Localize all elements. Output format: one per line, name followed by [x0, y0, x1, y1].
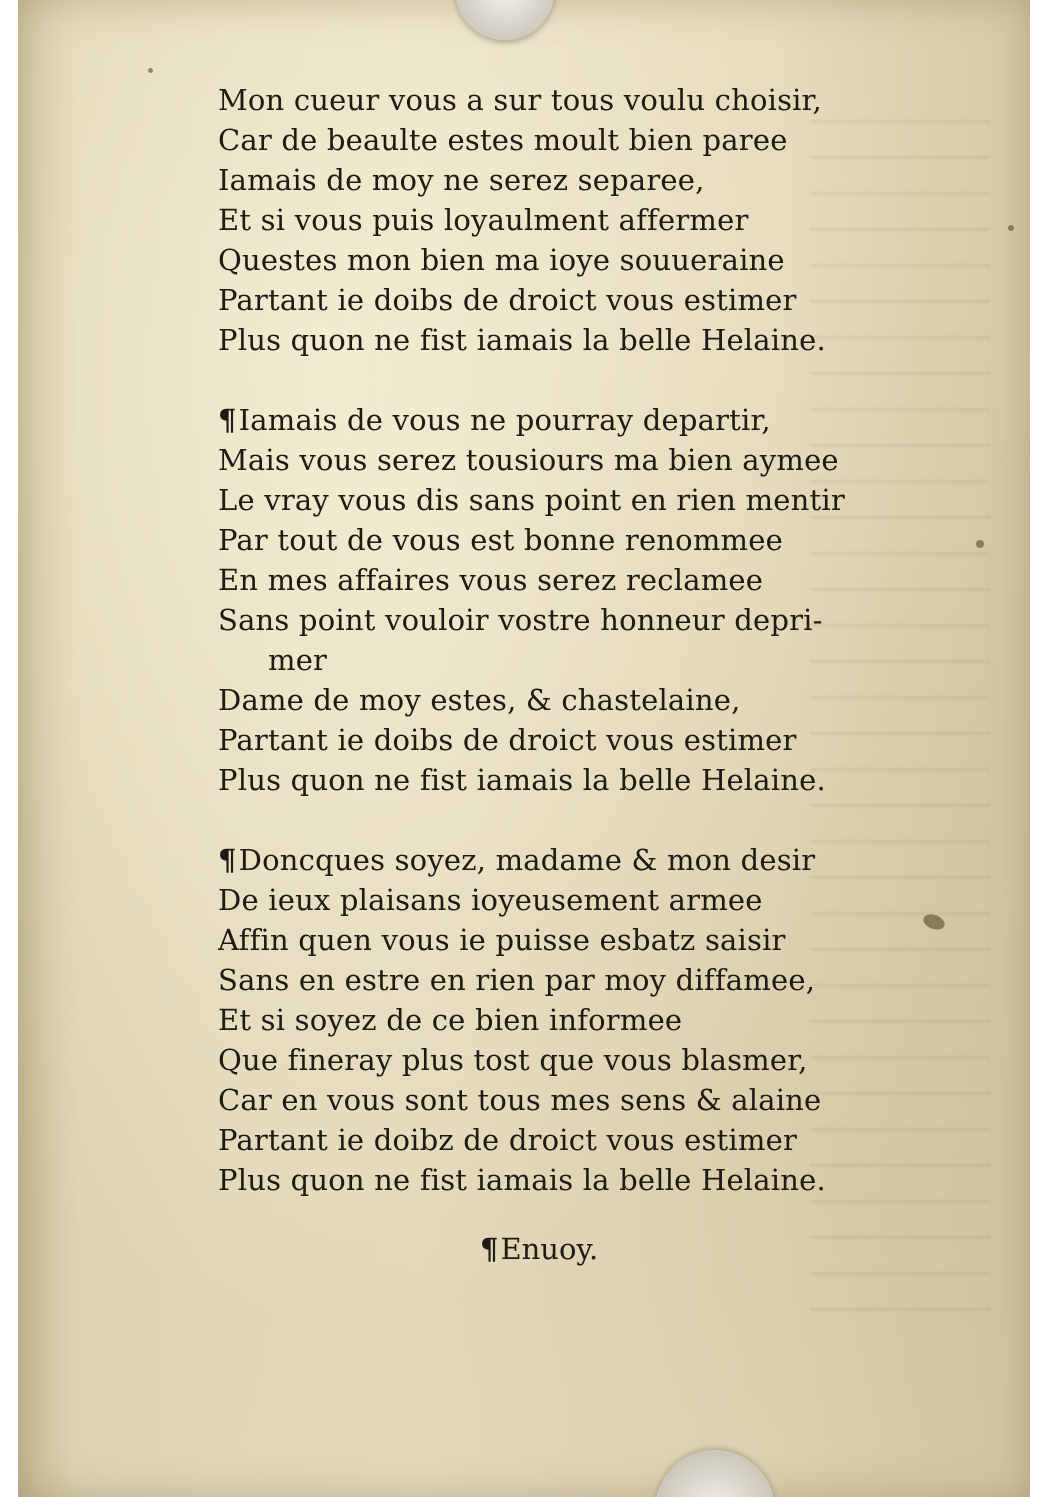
verse-line: Mais vous serez tousiours ma bien aymee: [218, 443, 839, 477]
envoy-label: Enuoy.: [500, 1232, 599, 1266]
pilcrow-icon: ¶: [480, 1232, 499, 1266]
verse-line: Que fineray plus tost que vous blasmer,: [218, 1043, 808, 1077]
verse-line: Sans en estre en rien par moy diffamee,: [218, 963, 816, 997]
ink-spot: [1008, 225, 1014, 231]
stanza-3: [218, 840, 898, 1200]
verse-text: Iamais de vous ne pourray departir,: [238, 403, 771, 437]
verse-line: Et si soyez de ce bien informee: [218, 1003, 683, 1037]
verse-line: Iamais de moy ne serez separee,: [218, 163, 705, 197]
verse-line: Partant ie doibz de droict vous estimer: [218, 1123, 798, 1157]
verse-line-continuation: mer: [268, 643, 328, 677]
verse-line: Questes mon bien ma ioye souueraine: [218, 243, 785, 277]
verse-line: Plus quon ne fist iamais la belle Helaine.: [218, 763, 826, 797]
verse-line: De ieux plaisans ioyeusement armee: [218, 883, 763, 917]
pilcrow-icon: ¶: [218, 843, 237, 877]
ink-spot: [976, 540, 984, 548]
verse-line: [218, 400, 898, 440]
verse-line: Car en vous sont tous mes sens & alaine: [218, 1083, 822, 1117]
verse-line: Plus quon ne fist iamais la belle Helaine.: [218, 1163, 826, 1197]
book-page: [18, 0, 1030, 1497]
poem-text: [218, 80, 898, 1200]
envoy-heading: [480, 1232, 598, 1266]
verse-line: Le vray vous dis sans point en rien mentir: [218, 483, 845, 517]
verse-line: Et si vous puis loyaulment affermer: [218, 203, 749, 237]
verse-line: Dame de moy estes, & chastelaine,: [218, 683, 741, 717]
stanza-2: [218, 400, 898, 800]
verse-line: Partant ie doibs de droict vous estimer: [218, 283, 797, 317]
verse-line: Plus quon ne fist iamais la belle Helaine.: [218, 323, 826, 357]
verse-line: Mon cueur vous a sur tous voulu choisir,: [218, 83, 822, 117]
pilcrow-icon: ¶: [218, 403, 237, 437]
verse-line: [218, 840, 898, 880]
verse-line: Affin quen vous ie puisse esbatz saisir: [218, 923, 786, 957]
verse-line: Partant ie doibs de droict vous estimer: [218, 723, 797, 757]
verse-text: Doncques soyez, madame & mon desir: [238, 843, 816, 877]
verse-line: Sans point vouloir vostre honneur depri-: [218, 603, 823, 637]
verse-line: Par tout de vous est bonne renommee: [218, 523, 783, 557]
ink-spot: [148, 68, 153, 73]
verse-line: En mes affaires vous serez reclamee: [218, 563, 764, 597]
verse-line: Car de beaulte estes moult bien paree: [218, 123, 788, 157]
stanza-1: [218, 80, 898, 360]
